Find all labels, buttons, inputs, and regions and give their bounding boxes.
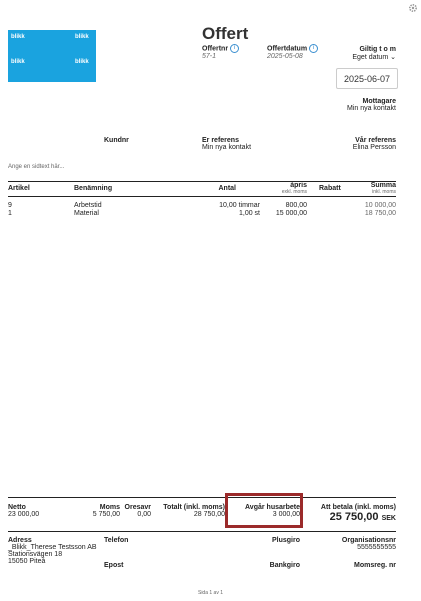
col-apris: àpris [290,182,307,189]
logo-text: blikk [11,34,25,40]
epost-label: Epost [104,562,124,569]
offertnr-label: Offertnr [202,45,229,53]
page-indicator: Sida 1 av 1 [197,590,224,596]
adress-label: Adress [8,537,32,544]
gear-icon[interactable] [408,3,418,13]
adress-line: _Blikk_Therese Testsson AB [8,544,97,551]
giltig-select-label: Eget datum [352,54,389,61]
kundnr-label: Kundnr [104,137,129,144]
sidetext-input[interactable]: Ange en sidtext här... [8,164,65,170]
husarbete-label: Avgår husarbete [245,504,300,511]
oresavr-label: Oresavr [124,504,151,511]
chevron-down-icon: ⌄ [390,54,396,61]
col-apris-sub: exkl. moms [281,189,307,195]
info-icon[interactable]: i [230,44,239,53]
plusgiro-label: Plusgiro [271,537,300,544]
row-summa: 18 750,00 [364,210,396,217]
netto-label: Netto [8,504,26,511]
var-referens-label: Vår referens [355,137,396,144]
row-apris: 15 000,00 [275,210,307,217]
offertdatum-label: Offertdatum [267,45,308,53]
momsreg-label: Momsreg. nr [353,562,396,569]
orgnr-label: Organisationsnr [341,537,396,544]
oresavr-value: 0,00 [137,511,151,518]
row-benamning: Material [74,210,99,217]
att-betala-value: 25 750,00 [329,511,379,523]
offertnr-value: 57-1 [202,53,217,60]
row-apris: 800,00 [285,202,307,209]
company-logo [8,30,96,82]
col-summa-sub: inkl. moms [372,189,396,195]
info-icon[interactable]: i [309,44,318,53]
col-artikel: Artikel [8,185,30,192]
giltig-label: Giltig t o m [359,46,396,53]
row-artikel: 9 [8,202,12,209]
totalt-label: Totalt (inkl. moms) [163,504,225,511]
col-benamning: Benämning [74,185,113,192]
mottagare-value[interactable]: Min nya kontakt [346,105,396,112]
logo-text: blikk [75,59,89,65]
var-referens-value: Elina Persson [352,144,396,151]
row-antal: 1,00 st [238,210,260,217]
col-antal: Antal [218,185,236,192]
logo-text: blikk [75,34,89,40]
currency: SEK [381,515,396,522]
totalt-value: 28 750,00 [193,511,225,518]
orgnr-value: 5555555555 [357,544,396,551]
moms-value: 5 750,00 [92,511,120,518]
mottagare-label: Mottagare [362,98,396,105]
giltig-date-field[interactable]: 2025-06-07 [336,68,398,89]
netto-value: 23 000,00 [8,511,40,518]
row-summa: 10 000,00 [364,202,396,209]
att-betala-label: Att betala (inkl. moms) [320,504,396,511]
logo-text: blikk [11,59,25,65]
row-antal: 10,00 timmar [219,202,260,209]
offertdatum-value: 2025-05-08 [267,53,303,60]
giltig-select[interactable] [352,53,396,61]
adress-line: Stationsvägen 18 [8,551,63,558]
er-referens-value: Min nya kontakt [202,144,252,151]
page-title: Offert [202,24,249,43]
husarbete-value: 3 000,00 [272,511,300,518]
moms-label: Moms [99,504,120,511]
col-summa: Summa [370,182,396,189]
er-referens-label: Er referens [202,137,239,144]
row-benamning: Arbetstid [74,202,102,209]
row-artikel: 1 [8,210,12,217]
col-rabatt: Rabatt [319,185,341,192]
telefon-label: Telefon [104,537,129,544]
bankgiro-label: Bankgiro [269,562,300,569]
adress-line: 15050 Piteå [8,558,46,565]
